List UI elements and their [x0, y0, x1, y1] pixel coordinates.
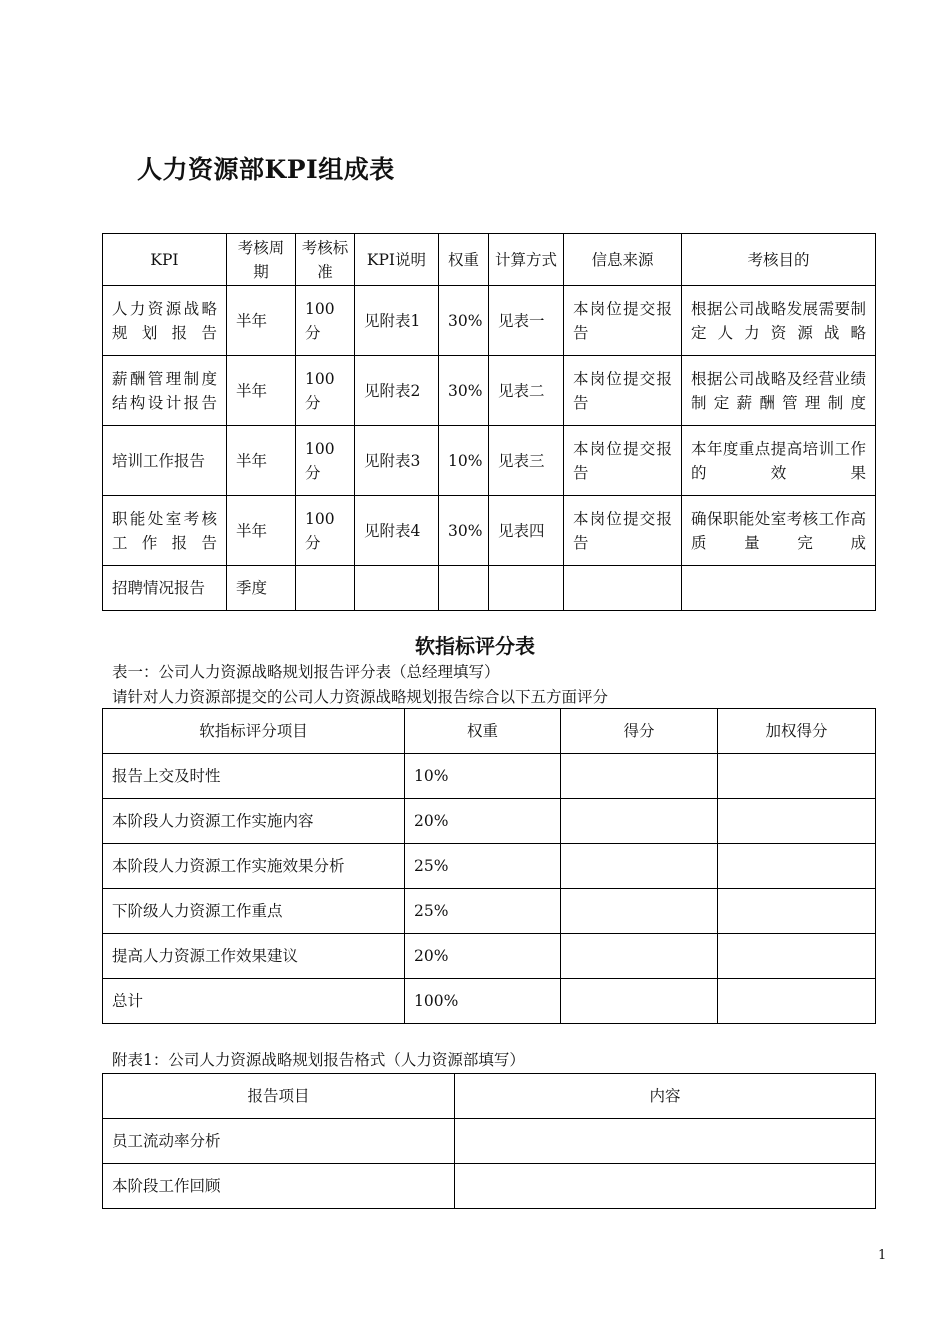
- kpi-cell: 100分: [296, 426, 355, 496]
- kpi-cell: 半年: [227, 356, 296, 426]
- kpi-cell: 30%: [439, 356, 489, 426]
- soft-cell: 25%: [405, 889, 561, 934]
- attachment1-header-cell: 报告项目: [103, 1074, 455, 1119]
- table-row: [103, 1119, 876, 1164]
- attachment1-cell: [455, 1119, 876, 1164]
- soft-cell: 报告上交及时性: [103, 754, 405, 799]
- kpi-cell: 100分: [296, 286, 355, 356]
- kpi-cell: [355, 566, 439, 611]
- soft-header-cell: 得分: [561, 709, 718, 754]
- soft-header-cell: 软指标评分项目: [103, 709, 405, 754]
- soft-cell: 总计: [103, 979, 405, 1024]
- kpi-cell: 100分: [296, 356, 355, 426]
- soft-indicator-heading: 软指标评分表: [415, 634, 535, 658]
- kpi-cell: 本岗位提交报告: [564, 286, 682, 356]
- attachment1-cell: 员工流动率分析: [103, 1119, 455, 1164]
- soft-cell: [561, 934, 718, 979]
- soft-cell: [561, 844, 718, 889]
- table-row: [103, 286, 876, 356]
- kpi-cell: 见表二: [489, 356, 564, 426]
- kpi-header-cell: KPI: [103, 234, 227, 286]
- kpi-cell: 见表四: [489, 496, 564, 566]
- soft-cell: 100%: [405, 979, 561, 1024]
- kpi-cell: 根据公司战略发展需要制定人力资源战略: [682, 286, 876, 356]
- kpi-cell: [439, 566, 489, 611]
- table-row: [103, 356, 876, 426]
- soft-cell: 25%: [405, 844, 561, 889]
- kpi-cell: 季度: [227, 566, 296, 611]
- soft-cell: [561, 754, 718, 799]
- soft-cell: 本阶段人力资源工作实施效果分析: [103, 844, 405, 889]
- soft-cell: [718, 889, 876, 934]
- soft-cell: 提高人力资源工作效果建议: [103, 934, 405, 979]
- soft-score-table: [102, 708, 876, 1024]
- kpi-cell: 见表一: [489, 286, 564, 356]
- soft-table-caption: 表一：公司人力资源战略规划报告评分表（总经理填写）: [112, 663, 500, 681]
- attachment1-table: [102, 1073, 876, 1209]
- attachment1-cell: [455, 1164, 876, 1209]
- attachment1-header-row: [103, 1074, 876, 1119]
- table-row: [103, 844, 876, 889]
- kpi-cell: 本岗位提交报告: [564, 496, 682, 566]
- attachment1-cell: 本阶段工作回顾: [103, 1164, 455, 1209]
- kpi-cell: [489, 566, 564, 611]
- kpi-cell: 见附表3: [355, 426, 439, 496]
- table-row: [103, 889, 876, 934]
- table-row: [103, 799, 876, 844]
- kpi-cell: 见附表4: [355, 496, 439, 566]
- soft-cell: [561, 979, 718, 1024]
- table-row: [103, 566, 876, 611]
- table-row: [103, 934, 876, 979]
- soft-cell: 本阶段人力资源工作实施内容: [103, 799, 405, 844]
- kpi-header-cell: 计算方式: [489, 234, 564, 286]
- kpi-cell: 本岗位提交报告: [564, 426, 682, 496]
- kpi-cell: 100分: [296, 496, 355, 566]
- kpi-cell: 职能处室考核工作报告: [103, 496, 227, 566]
- soft-cell: 下阶级人力资源工作重点: [103, 889, 405, 934]
- kpi-cell: 30%: [439, 496, 489, 566]
- kpi-cell: 根据公司战略及经营业绩制定薪酬管理制度: [682, 356, 876, 426]
- table-row: [103, 1164, 876, 1209]
- attachment1-header-cell: 内容: [455, 1074, 876, 1119]
- soft-cell: [718, 979, 876, 1024]
- kpi-cell: [564, 566, 682, 611]
- soft-table-instruction: 请针对人力资源部提交的公司人力资源战略规划报告综合以下五方面评分: [112, 688, 609, 706]
- kpi-cell: 见附表2: [355, 356, 439, 426]
- table-row: [103, 496, 876, 566]
- kpi-header-cell: 权重: [439, 234, 489, 286]
- kpi-cell: 见附表1: [355, 286, 439, 356]
- kpi-cell: 半年: [227, 286, 296, 356]
- kpi-table: [102, 233, 876, 611]
- kpi-header-row: [103, 234, 876, 286]
- soft-cell: [718, 799, 876, 844]
- kpi-cell: 招聘情况报告: [103, 566, 227, 611]
- kpi-cell: [682, 566, 876, 611]
- table-row: [103, 426, 876, 496]
- kpi-cell: 培训工作报告: [103, 426, 227, 496]
- kpi-cell: 半年: [227, 496, 296, 566]
- kpi-header-cell: KPI说明: [355, 234, 439, 286]
- kpi-cell: 见表三: [489, 426, 564, 496]
- soft-cell: [561, 799, 718, 844]
- attachment1-caption: 附表1：公司人力资源战略规划报告格式（人力资源部填写）: [112, 1051, 525, 1069]
- soft-header-cell: 权重: [405, 709, 561, 754]
- kpi-header-cell: 考核目的: [682, 234, 876, 286]
- kpi-cell: 本年度重点提高培训工作的效果: [682, 426, 876, 496]
- table-row: [103, 754, 876, 799]
- kpi-header-cell: 信息来源: [564, 234, 682, 286]
- kpi-cell: 10%: [439, 426, 489, 496]
- soft-header-cell: 加权得分: [718, 709, 876, 754]
- kpi-header-cell: 考核周期: [227, 234, 296, 286]
- soft-cell: 20%: [405, 934, 561, 979]
- soft-cell: [718, 754, 876, 799]
- kpi-cell: 确保职能处室考核工作高质量完成: [682, 496, 876, 566]
- soft-cell: [718, 934, 876, 979]
- kpi-header-cell: 考核标准: [296, 234, 355, 286]
- kpi-cell: 半年: [227, 426, 296, 496]
- kpi-cell: 人力资源战略规划报告: [103, 286, 227, 356]
- soft-cell: [718, 844, 876, 889]
- soft-cell: [561, 889, 718, 934]
- page-number: 1: [878, 1248, 887, 1263]
- page-title: 人力资源部KPI组成表: [137, 155, 395, 184]
- soft-cell: 10%: [405, 754, 561, 799]
- soft-header-row: [103, 709, 876, 754]
- kpi-cell: 30%: [439, 286, 489, 356]
- kpi-cell: [296, 566, 355, 611]
- soft-cell: 20%: [405, 799, 561, 844]
- kpi-cell: 薪酬管理制度结构设计报告: [103, 356, 227, 426]
- kpi-cell: 本岗位提交报告: [564, 356, 682, 426]
- table-row: [103, 979, 876, 1024]
